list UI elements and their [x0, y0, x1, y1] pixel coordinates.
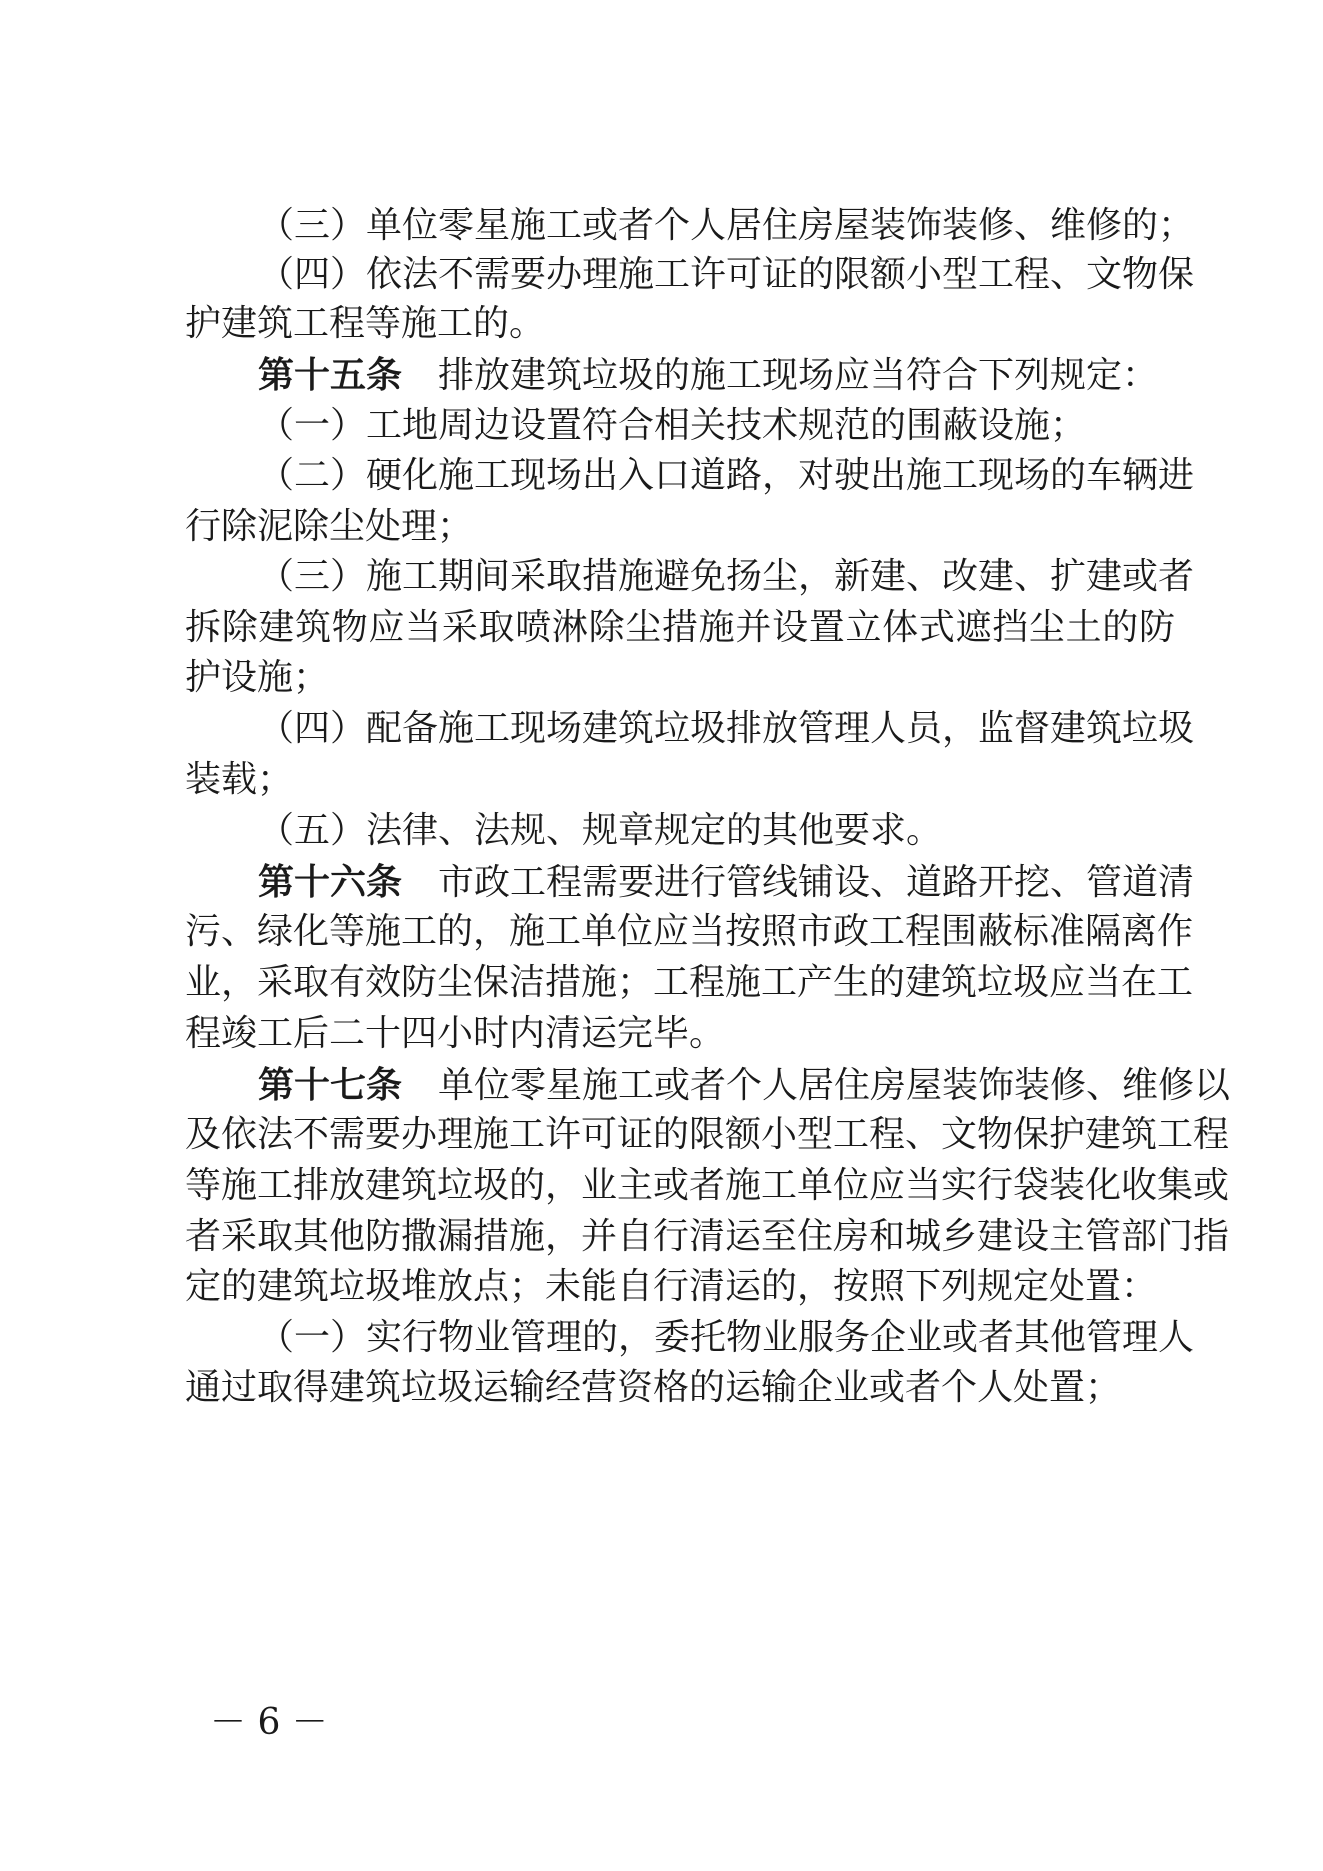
text-run: 等施工排放建筑垃圾的，业主或者施工单位应当实行袋装化收集或 — [185, 1165, 1230, 1206]
article-17-item-1-line-2 — [185, 1358, 1175, 1418]
text-run: （三）单位零星施工或者个人居住房屋装饰装修、维修的； — [258, 205, 1195, 246]
article-16-number: 第十六条 — [258, 861, 403, 903]
text-run: 者采取其他防撒漏措施，并自行清运至住房和城乡建设主管部门指 — [185, 1216, 1230, 1257]
text-run: 定的建筑垃圾堆放点；未能自行清运的，按照下列规定处置： — [185, 1266, 1158, 1307]
text-run: （四）依法不需要办理施工许可证的限额小型工程、文物保 — [258, 254, 1195, 295]
text-run: 护建筑工程等施工的。 — [185, 303, 546, 344]
text-run: 市政工程需要进行管线铺设、道路开挖、管道清 — [438, 862, 1195, 903]
page-number: － 6 － — [210, 1702, 328, 1743]
text-run: 排放建筑垃圾的施工现场应当符合下列规定： — [438, 355, 1159, 396]
text-run: 装载； — [185, 759, 294, 800]
text-run: 及依法不需要办理施工许可证的限额小型工程、文物保护建筑工程 — [185, 1114, 1230, 1155]
text-run: （三）施工期间采取措施避免扬尘，新建、改建、扩建或者 — [258, 556, 1195, 597]
text-run: 护设施； — [185, 657, 330, 698]
text-run: 业，采取有效防尘保洁措施；工程施工产生的建筑垃圾应当在工 — [185, 962, 1194, 1003]
text-run: 污、绿化等施工的，施工单位应当按照市政工程围蔽标准隔离作 — [185, 911, 1194, 952]
text-run: 通过取得建筑垃圾运输经营资格的运输企业或者个人处置； — [185, 1367, 1122, 1408]
article-17-number: 第十七条 — [258, 1064, 403, 1106]
text-run: （一）工地周边设置符合相关技术规范的围蔽设施； — [258, 405, 1087, 446]
text-run: 行除泥除尘处理； — [185, 506, 474, 547]
text-run: （二）硬化施工现场出入口道路，对驶出施工现场的车辆进 — [258, 455, 1195, 496]
text-run: （一）实行物业管理的，委托物业服务企业或者其他管理人 — [258, 1317, 1195, 1358]
text-run: （四）配备施工现场建筑垃圾排放管理人员，监督建筑垃圾 — [258, 708, 1195, 749]
text-run: （五）法律、法规、规章规定的其他要求。 — [258, 810, 943, 851]
article-15-number: 第十五条 — [258, 354, 403, 396]
text-run: 拆除建筑物应当采取喷淋除尘措施并设置立体式遮挡尘土的防 — [185, 607, 1175, 648]
text-run: 程竣工后二十四小时内清运完毕。 — [185, 1013, 726, 1054]
text-run: 单位零星施工或者个人居住房屋装饰装修、维修以 — [438, 1065, 1231, 1106]
